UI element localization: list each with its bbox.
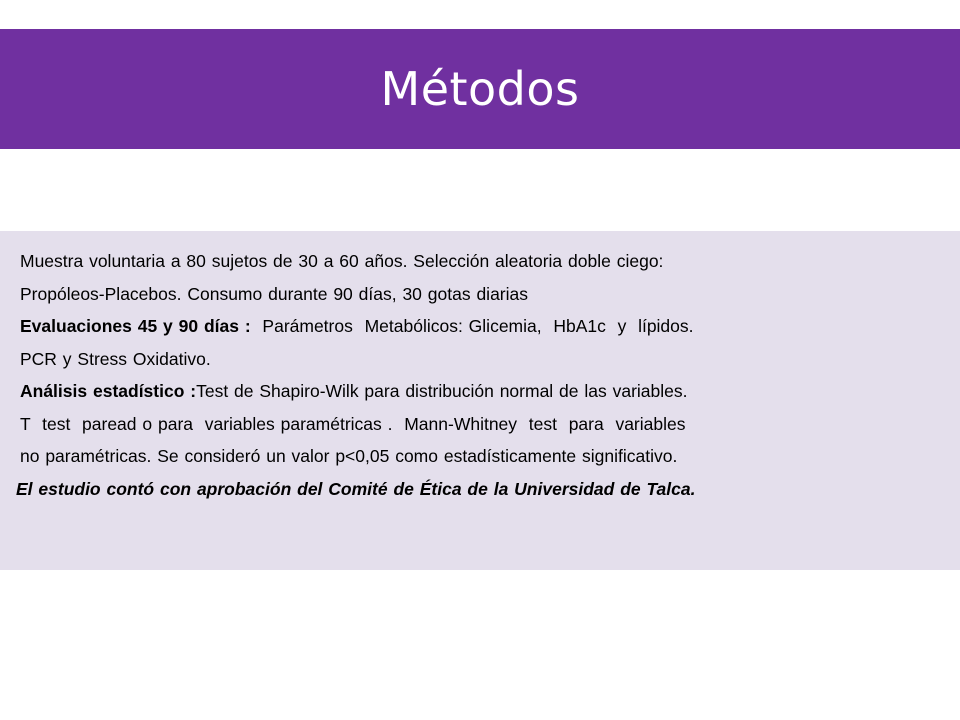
analysis-label: Análisis estadístico : xyxy=(20,381,197,401)
evaluations-label: Evaluaciones 45 y 90 días : xyxy=(20,316,251,336)
methods-line-consumption xyxy=(20,280,940,313)
methods-line-sample xyxy=(20,247,940,280)
methods-line-ttest xyxy=(20,410,940,443)
methods-content-box xyxy=(0,231,960,570)
methods-line-significance xyxy=(20,442,940,475)
methods-line-analysis xyxy=(20,377,940,410)
methods-line-ethics xyxy=(16,475,940,508)
methods-line-pcr xyxy=(20,345,940,378)
methods-text xyxy=(16,247,940,507)
ttest-text: T test paread o para variables paramétricas . Mann-Whitney test para variables xyxy=(20,413,686,434)
significance-text: no paramétricas. Se consideró un valor p<0,05 como estadísticamente significativo. xyxy=(20,446,678,466)
title-bar xyxy=(0,29,960,149)
slide-title: Métodos xyxy=(380,62,580,116)
consumption-text: Propóleos-Placebos. Consumo durante 90 días, 30 gotas diarias xyxy=(20,283,528,304)
sample-text: Muestra voluntaria a 80 sujetos de 30 a 60 años. Selección aleatoria doble ciego: xyxy=(20,251,664,271)
analysis-text: Test de Shapiro-Wilk para distribución normal de las variables. xyxy=(196,381,688,401)
evaluations-text: Parámetros Metabólicos: Glicemia, HbA1c y lípidos. xyxy=(250,316,694,336)
pcr-text: PCR y Stress Oxidativo. xyxy=(20,348,211,369)
ethics-text: El estudio contó con aprobación del Comité de Ética de la Universidad de Talca. xyxy=(16,478,696,499)
methods-line-evaluations xyxy=(20,312,940,345)
